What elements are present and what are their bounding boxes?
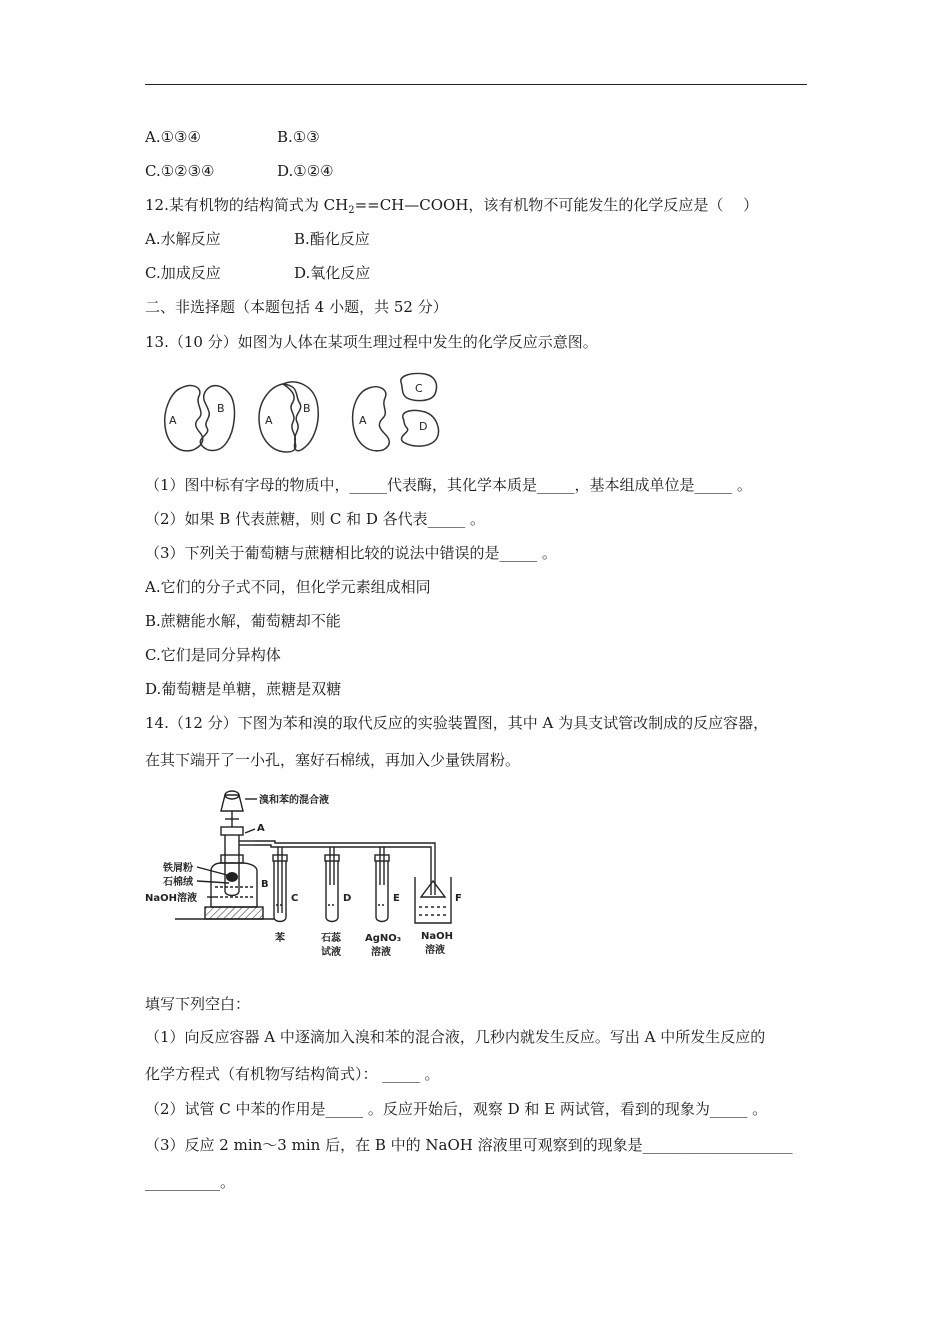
q13-part2: （2）如果 B 代表蔗糖，则 C 和 D 各代表_____ 。 [145, 510, 485, 528]
fig13-label-a1: A [169, 414, 177, 427]
section-heading: 二、非选择题（本题包括 4 小题，共 52 分） [145, 298, 448, 316]
q14-stem-line2: 在其下端开了一小孔，塞好石棉绒，再加入少量铁屑粉。 [145, 751, 521, 769]
q14-part2: （2）试管 C 中苯的作用是_____ 。反应开始后，观察 D 和 E 两试管，看到的现象为_____ 。 [145, 1100, 768, 1118]
q11-option-d: D.①②④ [277, 162, 334, 180]
fig14-top-label: 溴和苯的混合液 [259, 795, 329, 806]
q12-option-b: B.酯化反应 [294, 230, 370, 248]
fig14-under-d2: 试液 [321, 947, 341, 958]
fig14-label-e: E [393, 893, 400, 904]
fig14-label-f: F [455, 893, 462, 904]
q13-part1: （1）图中标有字母的物质中，_____代表酶，其化学本质是_____，基本组成单位是_____ 。 [145, 476, 752, 494]
q14-stem-line1: 14.（12 分）下图为苯和溴的取代反应的实验装置图，其中 A 为具支试管改制成的反应容器， [145, 714, 769, 732]
q14-part1-line2: 化学方程式（有机物写结构简式）： _____ 。 [145, 1065, 440, 1083]
bromination-apparatus-figure [145, 785, 470, 970]
q12-option-a: A.水解反应 [145, 230, 221, 248]
fig13-label-b1: B [217, 402, 225, 415]
q14-part1-line1: （1）向反应容器 A 中逐滴加入溴和苯的混合液，几秒内就发生反应。写出 A 中所发生反应的 [145, 1028, 766, 1046]
q14-part3-line1: （3）反应 2 min～3 min 后，在 B 中的 NaOH 溶液里可观察到的现象是____________________ [145, 1136, 793, 1154]
q11-option-c: C.①②③④ [145, 162, 215, 180]
fig14-label-b: B [261, 879, 269, 890]
fig14-under-f2: 溶液 [425, 945, 445, 956]
fig13-label-c: C [415, 382, 423, 395]
q13-option-c: C.它们是同分异构体 [145, 646, 281, 664]
fig14-label-iron: 铁屑粉 [163, 863, 193, 874]
fig13-label-a3: A [359, 414, 367, 427]
q13-option-a: A.它们的分子式不同，但化学元素组成相同 [145, 578, 431, 596]
fig14-under-e2: 溶液 [371, 947, 391, 958]
fig14-under-c: 苯 [275, 933, 285, 944]
fig14-label-d: D [343, 893, 352, 904]
enzyme-reaction-figure [155, 368, 450, 460]
fig13-label-a2: A [265, 414, 273, 427]
q12-stem: 12.某有机物的结构简式为 $CH_2==CH—COOH$，该有机物不可能发生的化学反应是（ ） [145, 196, 759, 216]
q13-part3: （3）下列关于葡萄糖与蔗糖相比较的说法中错误的是_____ 。 [145, 544, 557, 562]
q14-fill-instruction: 填写下列空白： [145, 995, 251, 1013]
fig14-label-asbestos: 石棉绒 [163, 877, 193, 888]
q12-option-d: D.氧化反应 [294, 264, 371, 282]
q12-option-c: C.加成反应 [145, 264, 221, 282]
header-rule [145, 84, 807, 85]
fig14-label-c: C [291, 893, 299, 904]
q13-option-d: D.葡萄糖是单糖，蔗糖是双糖 [145, 680, 342, 698]
q11-option-a: A.①③④ [145, 128, 201, 146]
fig14-label-a: A [257, 823, 265, 834]
fig14-under-d1: 石蕊 [321, 933, 341, 944]
fig14-under-e1: AgNO₃ [365, 933, 402, 944]
fig13-label-d: D [419, 420, 428, 433]
q13-option-b: B.蔗糖能水解，葡萄糖却不能 [145, 612, 341, 630]
fig14-under-f1: NaOH [421, 931, 453, 942]
q11-option-b: B.①③ [277, 128, 320, 146]
q14-part3-line2: __________。 [145, 1173, 236, 1191]
fig13-label-b2: B [303, 402, 311, 415]
fig14-label-naoh-left: NaOH溶液 [145, 893, 197, 904]
q13-stem: 13.（10 分）如图为人体在某项生理过程中发生的化学反应示意图。 [145, 333, 598, 351]
